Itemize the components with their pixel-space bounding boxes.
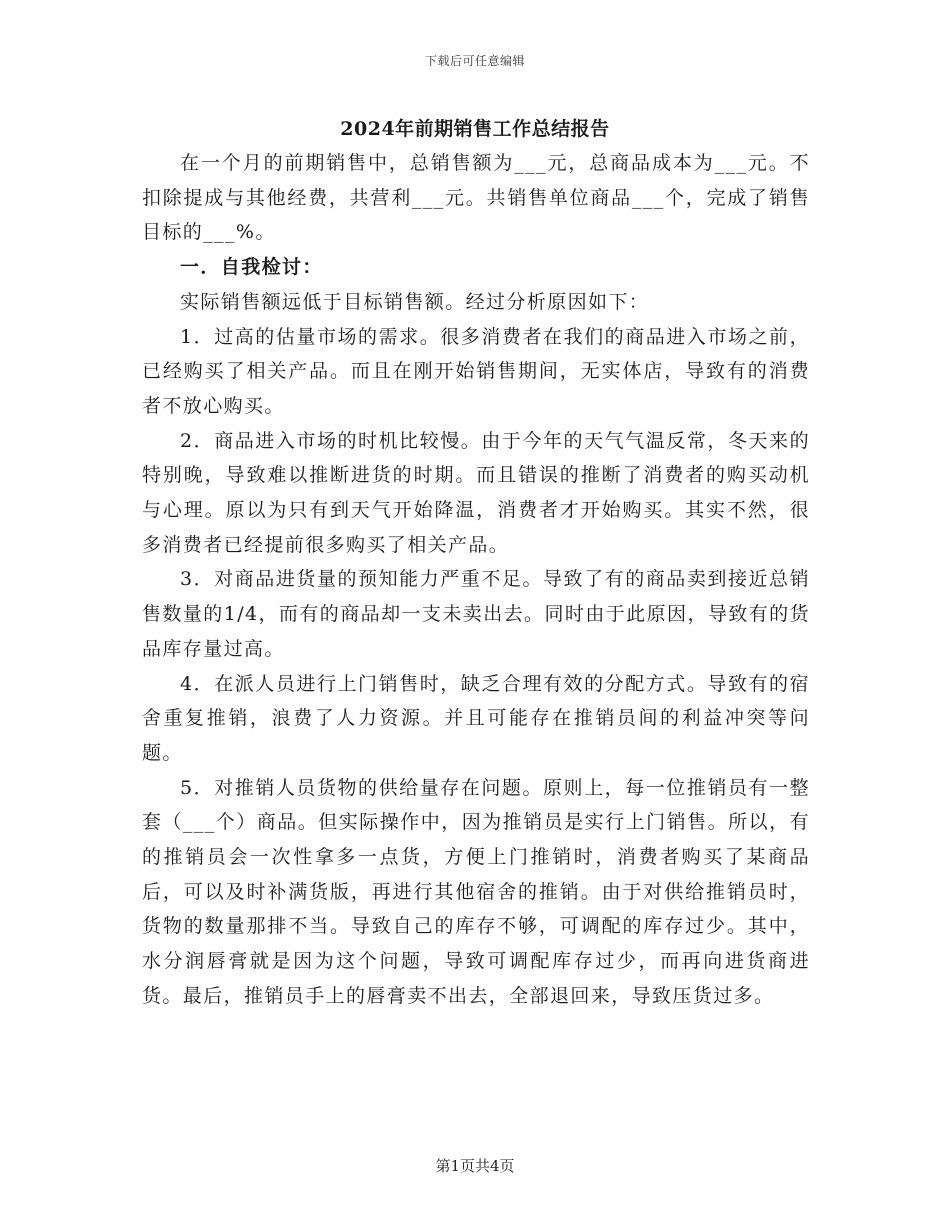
document-title: 2024年前期销售工作总结报告 (340, 118, 610, 140)
reason-item-5: 5．对推销人员货物的供给量存在问题。原则上，每一位推销员有一整套（___个）商品。但实际操作中，因为推销员是实行上门销售。所以，有的推销员会一次性拿多一点货，方便上门推销时，消费者购买了某商品后，可以及时补满货版，再进行其他宿舍的推销。由于对供给推销员时，货物的数量那排不当。导致自己的库存不够，可调配的库存过少。其中，水分润唇膏就是因为这个问题，导致可调配库存过少，而再向进货商进货。最后，推销员手上的唇膏卖不出去，全部退回来，导致压货过多。 (142, 776, 810, 1007)
reason-item-2: 2．商品进入市场的时机比较慢。由于今年的天气气温反常，冬天来的特别晚，导致难以推断进货的时期。而且错误的推断了消费者的购买动机与心理。原以为只有到天气开始降温，消费者才开始购买。其实不然，很多消费者已经提前很多购买了相关产品。 (142, 429, 810, 556)
summary-paragraph: 在一个月的前期销售中，总销售额为___元，总商品成本为___元。不扣除提成与其他经费，共营利___元。共销售单位商品___个，完成了销售目标的___%。 (142, 152, 810, 244)
reason-item-1: 1．过高的估量市场的需求。很多消费者在我们的商品进入市场之前，已经购买了相关产品。而且在刚开始销售期间，无实体店，导致有的消费者不放心购买。 (142, 325, 810, 417)
reason-item-3: 3．对商品进货量的预知能力严重不足。导致了有的商品卖到接近总销售数量的1/4，而有的商品却一支未卖出去。同时由于此原因，导致有的货品库存量过高。 (142, 568, 810, 660)
reason-item-4: 4．在派人员进行上门销售时，缺乏合理有效的分配方式。导致有的宿舍重复推销，浪费了人力资源。并且可能存在推销员间的利益冲突等问题。 (142, 672, 810, 764)
header-note: 下载后可任意编辑 (424, 54, 525, 68)
document-body (142, 146, 810, 1014)
page-footer: 第1页共4页 (435, 1157, 515, 1175)
section-heading: 一．自我检讨： (180, 256, 323, 279)
analysis-intro: 实际销售额远低于目标销售额。经过分析原因如下： (180, 290, 650, 313)
